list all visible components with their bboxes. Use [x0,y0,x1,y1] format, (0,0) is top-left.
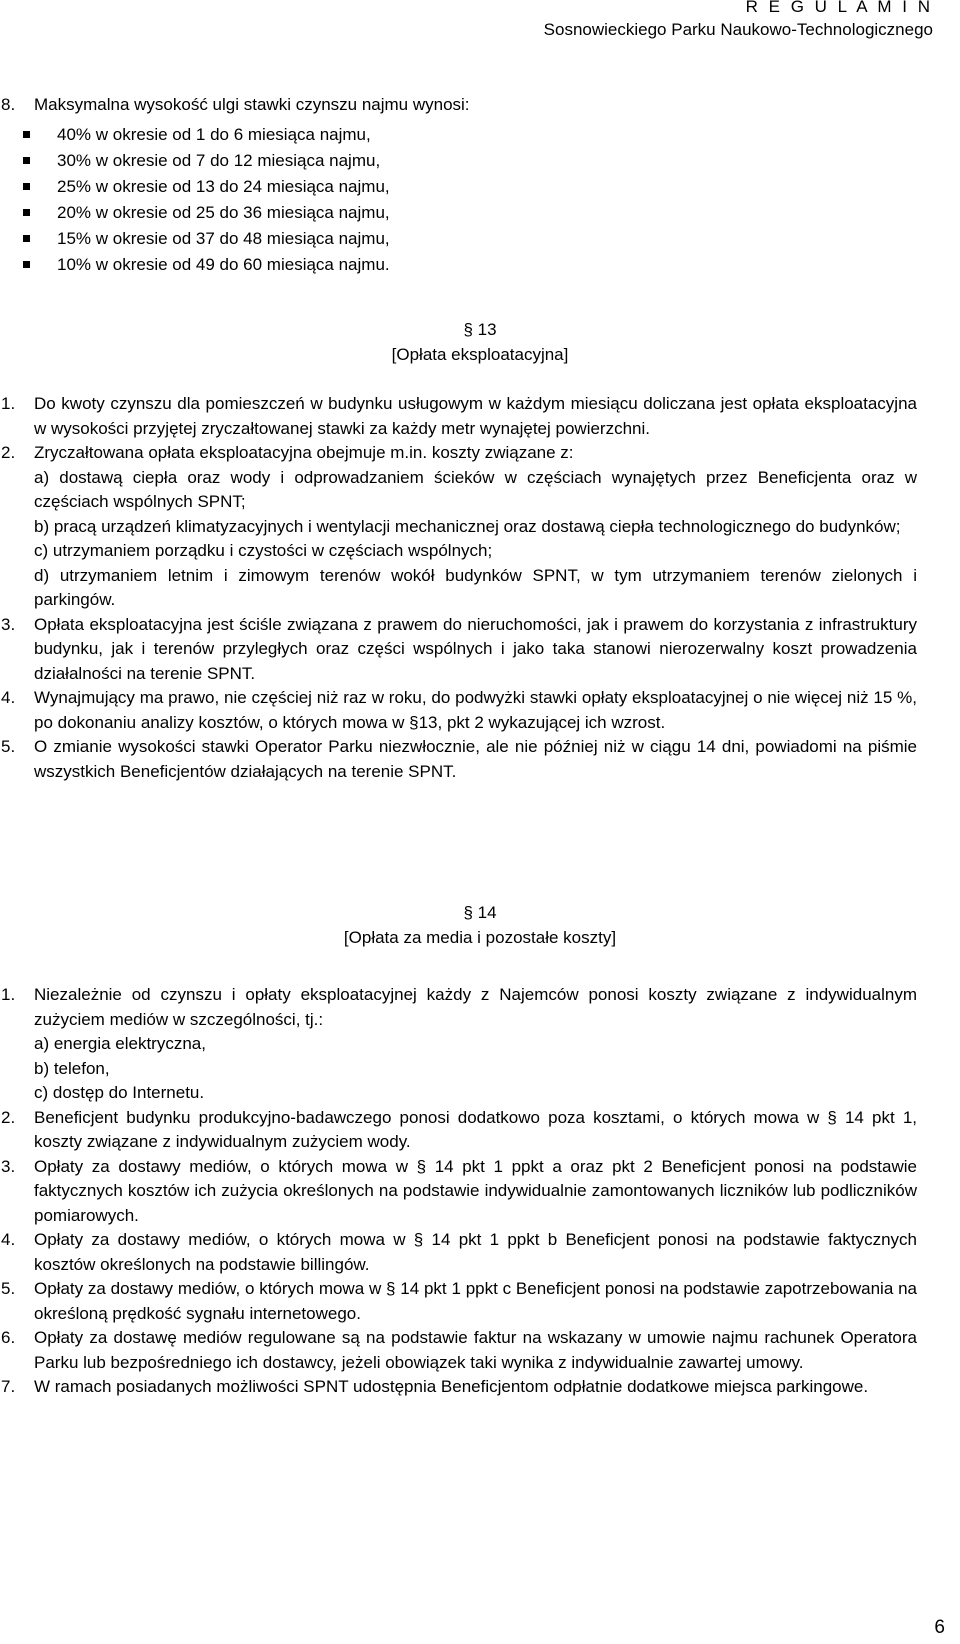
list-item: 5. O zmianie wysokości stawki Operator Parku niezwłocznie, ale nie później niż w ciągu 14 dni, powiadomi na piśmie wszystkich Beneficjentów działających na terenie SPNT. [1,737,917,781]
list-item: 4. Opłaty za dostawy mediów, o których mowa w § 14 pkt 1 ppkt b Beneficjent ponosi na podstawie faktycznych kosztów określonych na podstawie billingów. [1,1230,917,1274]
point-text: Maksymalna wysokość ulgi stawki czynszu najmu wynosi: [34,95,470,114]
list-item: 15% w okresie od 37 do 48 miesiąca najmu, [1,226,911,252]
square-bullet-icon [23,235,30,242]
sub-item: c) dostęp do Internetu. [34,1083,205,1102]
section-13-body [1,392,917,784]
point-8 [1,93,911,278]
list-item: 6. Opłaty za dostawę mediów regulowane są na podstawie faktur na wskazany w umowie najmu rachunek Operatora Parku lub bezpośredniego ich dostawcy, jeżeli obowiązek taki wynika z indywidualnie zawartej umowy. [1,1328,917,1372]
list-item: 40% w okresie od 1 do 6 miesiąca najmu, [1,122,911,148]
sub-item: a) energia elektryczna, [34,1034,206,1053]
list-item: 2. Beneficjent budynku produkcyjno-badawczego ponosi dodatkowo poza kosztami, o których mowa w § 14 pkt 1, koszty związane z indywidualnym zużyciem wody. [1,1107,917,1151]
sub-item: b) pracą urządzeń klimatyzacyjnych i wentylacji mechanicznej oraz dostawą ciepła technologicznego do budynków; [34,516,901,536]
list-item: 3. Opłaty za dostawy mediów, o których mowa w § 14 pkt 1 ppkt a oraz pkt 2 Beneficjent ponosi na podstawie faktycznych kosztów ich zużycia określonych na podstawie indywidualnie zamontowanych liczników lub podliczników pomiarowych. [1,1156,917,1225]
list-item: 30% w okresie od 7 do 12 miesiąca najmu, [1,148,911,174]
point-number: 8. [1,95,16,114]
list-item: 20% w okresie od 25 do 36 miesiąca najmu, [1,200,911,226]
square-bullet-icon [23,131,30,138]
list-item: 1. Do kwoty czynszu dla pomieszczeń w budynku usługowym w każdym miesiącu doliczana jest opłata eksploatacyjna w wysokości przyjętej zryczałtowanej stawki za każdy metr wynajętej powierzchni. [1,394,917,438]
square-bullet-icon [23,157,30,164]
rate-list [1,122,911,278]
square-bullet-icon [23,183,30,190]
list-item: 7. W ramach posiadanych możliwości SPNT udostępnia Beneficjentom odpłatnie dodatkowe miejsca parkingowe. [1,1377,869,1396]
list-item: 5. Opłaty za dostawy mediów, o których mowa w § 14 pkt 1 ppkt c Beneficjent ponosi na podstawie zapotrzebowania na określoną prędkość sygnału internetowego. [1,1279,917,1323]
header-title: R E G U L A M I N [745,0,933,16]
list-item: 25% w okresie od 13 do 24 miesiąca najmu, [1,174,911,200]
list-item: 1. Niezależnie od czynszu i opłaty eksploatacyjnej każdy z Najemców ponosi koszty związane z indywidualnym zużyciem mediów w szczególności, tj.: a) energia elektryczna, b) telefon, c) dostęp do Internetu. [1,983,917,1106]
section-14-body [1,983,917,1400]
document-header [544,0,933,41]
square-bullet-icon [23,261,30,268]
section-13-heading [0,318,960,367]
sub-item: b) telefon, [34,1058,110,1078]
section-14-heading [0,901,960,950]
header-subtitle: Sosnowieckiego Parku Naukowo-Technologicznego [543,20,933,39]
square-bullet-icon [23,209,30,216]
sub-item: c) utrzymaniem porządku i czystości w częściach wspólnych; [34,541,493,560]
list-item: 4. Wynajmujący ma prawo, nie częściej niż raz w roku, do podwyżki stawki opłaty eksploatacyjnej o nie więcej niż 15 %, po dokonaniu analizy kosztów, o których mowa w §13, pkt 2 wykazującej ich wzrost. [1,688,917,732]
list-item: 10% w okresie od 49 do 60 miesiąca najmu. [1,252,911,278]
list-item: 3. Opłata eksploatacyjna jest ściśle związana z prawem do nieruchomości, jak i prawem do korzystania z infrastruktury budynku, jak i terenów przyległych oraz części wspólnych i jako taka stanowi nierozerwalny koszt prowadzenia działalności na terenie SPNT. [1,614,917,683]
section-title: [Opłata za media i pozostałe koszty] [343,927,617,947]
section-number: § 14 [463,903,497,922]
list-item: 2. Zryczałtowana opłata eksploatacyjna obejmuje m.in. koszty związane z: a) dostawą ciepła oraz wody i odprowadzaniem ścieków w częściach wynajętych przez Beneficjenta oraz w częściach wspólnych SPNT; b) pracą urządzeń klimatyzacyjnych i wentylacji mechanicznej oraz dostawą ciepła technologicznego do budynków; c) utrzymaniem porządku i czystości w częściach wspólnych; d) utrzymaniem letnim i zimowym terenów wokół budynków SPNT, w tym utrzymaniem terenów zielonych i parkingów. [1,441,917,613]
sub-item: a) dostawą ciepła oraz wody i odprowadzaniem ścieków w częściach wynajętych przez Beneficjenta oraz w częściach wspólnych SPNT; [34,467,917,511]
sub-item: d) utrzymaniem letnim i zimowym terenów wokół budynków SPNT, w tym utrzymaniem terenów zielonych i parkingów. [34,565,917,609]
page-number: 6 [934,1616,945,1638]
section-number: § 13 [463,320,497,339]
section-title: [Opłata eksploatacyjna] [391,344,569,364]
